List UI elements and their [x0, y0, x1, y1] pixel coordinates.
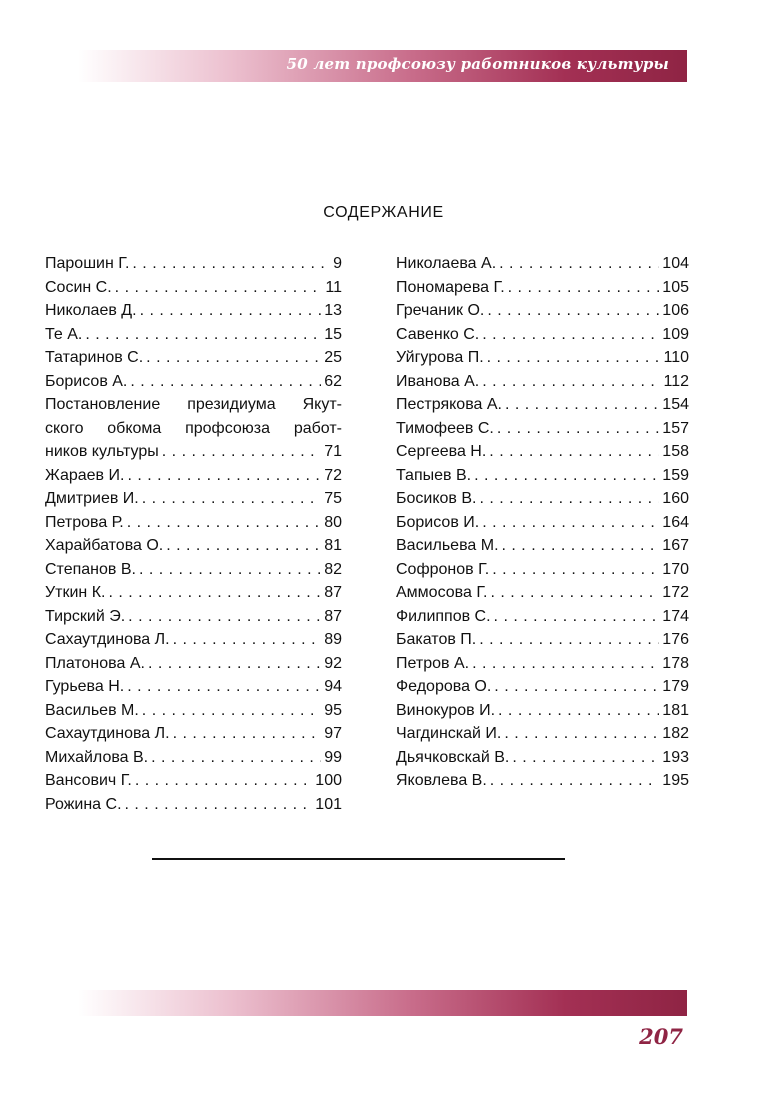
toc-entry-page: 181: [662, 701, 689, 719]
toc-entry-name: Татаринов С.: [45, 349, 144, 366]
toc-leader-dots: [148, 652, 321, 676]
toc-leader-dots: [472, 652, 659, 676]
toc-entry-name: Савенко С.: [396, 325, 480, 343]
toc-entry-name: Рожина С.: [45, 795, 122, 813]
toc-entry: [45, 558, 342, 582]
toc-entry-name: Федорова О.: [396, 678, 492, 695]
toc-entry-name: Бакатов П.: [396, 631, 477, 648]
toc-entry-name: Степанов В.: [45, 560, 136, 578]
toc-entry-page: 164: [662, 513, 689, 531]
toc-entry-name: Парошин Г.: [45, 255, 130, 272]
toc-leader-dots: [492, 558, 659, 582]
toc-entry-page: 11: [325, 278, 342, 296]
toc-entry-page: 109: [662, 325, 689, 343]
toc-column-left: [45, 252, 342, 816]
toc-entry-page: 100: [315, 772, 342, 789]
toc-entry-name: Софронов Г.: [396, 560, 490, 578]
toc-leader-dots: [125, 793, 313, 817]
toc-entry-name: Иванова А.: [396, 372, 480, 390]
toc-entry: [45, 675, 342, 699]
toc-entry-page: 89: [324, 631, 342, 648]
toc-entry-name: Филиппов С.: [396, 607, 491, 625]
toc-entry: [396, 534, 689, 558]
toc-entry: [396, 628, 689, 652]
toc-leader-dots: [487, 299, 659, 323]
toc-entry-name: Харайбатова О.: [45, 537, 164, 554]
toc-leader-dots: [482, 323, 659, 347]
toc-entry-name: Тирский Э.: [45, 607, 126, 625]
toc-leader-dots: [508, 276, 660, 300]
toc-leader-dots: [494, 675, 659, 699]
toc-entry-name: Босиков В.: [396, 490, 477, 507]
toc-entry-name: Михайлова В.: [45, 748, 149, 766]
toc-entry-name: Васильева М.: [396, 537, 499, 554]
toc-entry: [396, 464, 689, 488]
toc-entry-page: 82: [324, 560, 342, 578]
footer-band: [78, 990, 687, 1016]
toc-entry-name: ников культуры: [45, 443, 159, 460]
toc-entry-page: 101: [315, 795, 342, 813]
toc-entry-name: Пономарева Г.: [396, 278, 505, 296]
toc-entry: [45, 699, 342, 723]
toc-entry-name: Петров А.: [396, 654, 470, 672]
toc-entry-name: Сахаутдинова Л.: [45, 725, 170, 742]
toc-leader-dots: [162, 440, 321, 464]
toc-entry-page: 72: [324, 466, 342, 484]
toc-entry-page: 176: [662, 631, 689, 648]
toc-entry-page: 87: [324, 607, 342, 625]
toc-entry-page: 172: [662, 584, 689, 601]
toc-entry-page: 174: [662, 607, 689, 625]
toc-entry: [396, 487, 689, 511]
toc-leader-dots: [140, 299, 322, 323]
toc-entry-page: 195: [662, 772, 689, 789]
toc-entry-name: Борисов И.: [396, 513, 480, 531]
toc-entry-name: Винокуров И.: [396, 701, 496, 719]
toc-entry-name: Пестрякова А.: [396, 396, 502, 413]
toc-entry-page: 158: [662, 443, 689, 460]
toc-entry-page: 62: [324, 372, 342, 390]
toc-entry-page: 25: [324, 349, 342, 366]
toc-entry: [396, 581, 689, 605]
toc-leader-dots: [512, 746, 659, 770]
toc-entry-name: Платонова А.: [45, 654, 145, 672]
toc-leader-dots: [504, 722, 659, 746]
toc-entry-resolution: [45, 393, 342, 464]
toc-entry-line: ского обкома профсоюза работ-: [45, 419, 342, 437]
toc-leader-dots: [490, 769, 660, 793]
toc-leader-dots: [490, 581, 659, 605]
toc-entry-page: 87: [324, 584, 342, 601]
toc-entry-name: Васильев М.: [45, 701, 139, 719]
toc-entry-page: 81: [324, 537, 342, 554]
toc-leader-dots: [499, 252, 659, 276]
toc-leader-dots: [108, 581, 321, 605]
toc-entry: [45, 605, 342, 629]
toc-leader-dots: [479, 628, 659, 652]
running-header: 50 лет профсоюзу работников культуры: [286, 55, 669, 73]
toc-leader-dots: [505, 393, 659, 417]
toc-entry-page: 193: [662, 748, 689, 766]
toc-entry: [45, 299, 342, 323]
toc-entry: [45, 793, 342, 817]
toc-entry-name: Дьячковскай В.: [396, 748, 510, 766]
toc-entry: [396, 252, 689, 276]
toc-entry-name: Николаева А.: [396, 255, 497, 272]
toc-leader-dots: [135, 769, 312, 793]
toc-entry-name: Уткин К.: [45, 584, 106, 601]
toc-entry-name: Сергеева Н.: [396, 443, 487, 460]
toc-entry: [45, 581, 342, 605]
toc-entry-page: 182: [662, 725, 689, 742]
toc-leader-dots: [482, 370, 660, 394]
toc-leader-dots: [127, 511, 321, 535]
toc-entry-page: 179: [662, 678, 689, 695]
toc-entry: [396, 675, 689, 699]
toc-entry-name: Сахаутдинова Л.: [45, 631, 170, 648]
toc-entry-page: 178: [662, 654, 689, 672]
toc-entry-page: 105: [662, 278, 689, 296]
toc-entry-name: Гречаник О.: [396, 302, 485, 319]
toc-entry-page: 110: [663, 349, 689, 366]
toc-leader-dots: [479, 487, 659, 511]
toc-entry-name: Сосин С.: [45, 278, 112, 296]
toc-entry: [45, 370, 342, 394]
page-number: 207: [639, 1024, 683, 1049]
toc-entry: [396, 511, 689, 535]
toc-title: СОДЕРЖАНИЕ: [323, 204, 444, 221]
toc-entry: [396, 699, 689, 723]
toc-entry: [45, 652, 342, 676]
toc-entry: [396, 417, 689, 441]
toc-leader-dots: [142, 699, 321, 723]
toc-leader-dots: [115, 276, 323, 300]
toc-entry-name: Аммосова Г.: [396, 584, 488, 601]
toc-entry: [45, 346, 342, 370]
divider-line: [152, 858, 565, 860]
toc-entry: [396, 605, 689, 629]
toc-entry-page: 9: [333, 255, 342, 272]
toc-entry-page: 95: [324, 701, 342, 719]
toc-entry: [396, 722, 689, 746]
toc-leader-dots: [487, 346, 661, 370]
toc-entry: [396, 370, 689, 394]
toc-entry-page: 94: [324, 678, 342, 695]
toc-entry-page: 15: [324, 325, 342, 343]
toc-entry-page: 97: [324, 725, 342, 742]
toc-entry-page: 71: [324, 443, 342, 460]
toc-entry-name: Тапыев В.: [396, 466, 472, 484]
toc-entry-page: 75: [324, 490, 342, 507]
toc-entry-page: 167: [662, 537, 689, 554]
toc-entry-page: 170: [662, 560, 689, 578]
toc-leader-dots: [127, 675, 321, 699]
toc-leader-dots: [502, 534, 660, 558]
toc-entry-name: Чагдинскай И.: [396, 725, 502, 742]
toc-entry-name: Тимофеев С.: [396, 419, 494, 437]
toc-entry-name: Те А.: [45, 325, 83, 343]
toc-leader-dots: [489, 440, 659, 464]
toc-entry: [396, 346, 689, 370]
toc-entry-name: Жараев И.: [45, 466, 125, 484]
toc-entry: [396, 558, 689, 582]
toc-leader-dots: [497, 417, 659, 441]
toc-entry: [396, 652, 689, 676]
toc-column-right: [396, 252, 689, 793]
toc-entry-name: Николаев Д.: [45, 302, 137, 319]
toc-entry-line: Постановление президиума Якут-: [45, 396, 342, 413]
toc-entry: [45, 276, 342, 300]
toc-entry-name: Борисов А.: [45, 372, 128, 390]
toc-entry: [45, 464, 342, 488]
toc-entry-page: 106: [662, 302, 689, 319]
toc-leader-dots: [132, 252, 330, 276]
toc-entry-name: Петрова Р.: [45, 513, 124, 531]
toc-entry-page: 92: [324, 654, 342, 672]
toc-entry: [45, 511, 342, 535]
toc-list-right: [396, 252, 689, 793]
toc-entry-page: 159: [662, 466, 689, 484]
toc-entry: [45, 323, 342, 347]
toc-leader-dots: [474, 464, 659, 488]
toc-entry: [396, 393, 689, 417]
toc-entry-page: 104: [662, 255, 689, 272]
toc-entry: [396, 323, 689, 347]
toc-leader-dots: [85, 323, 321, 347]
toc-leader-dots: [142, 487, 321, 511]
toc-leader-dots: [166, 534, 321, 558]
toc-entry-page: 80: [324, 513, 342, 531]
toc-entry: [396, 440, 689, 464]
toc-entry: [45, 252, 342, 276]
toc-leader-dots: [151, 746, 321, 770]
toc-entry: [45, 746, 342, 770]
toc-entry-name: Гурьева Н.: [45, 678, 125, 695]
toc-entry: [396, 276, 689, 300]
toc-entry-page: 157: [662, 419, 689, 437]
toc-entry: [45, 487, 342, 511]
toc-entry-name: Вансович Г.: [45, 772, 132, 789]
toc-entry: [45, 628, 342, 652]
toc-leader-dots: [127, 464, 321, 488]
toc-list-left-top: [45, 252, 342, 393]
toc-entry-name: Дмитриев И.: [45, 490, 139, 507]
toc-entry: [45, 769, 342, 793]
toc-entry: [396, 769, 689, 793]
toc-entry-page: 112: [663, 372, 689, 390]
toc-entry: [45, 534, 342, 558]
toc-leader-dots: [173, 628, 322, 652]
toc-entry-page: 160: [662, 490, 689, 507]
toc-entry: [45, 722, 342, 746]
toc-entry-name: Яковлева В.: [396, 772, 487, 789]
toc-leader-dots: [139, 558, 321, 582]
toc-entry-page: 154: [662, 396, 689, 413]
toc-leader-dots: [173, 722, 322, 746]
toc-leader-dots: [146, 346, 321, 370]
toc-entry-page: 99: [324, 748, 342, 766]
toc-entry: [396, 746, 689, 770]
toc-entry-last-line: [45, 440, 342, 464]
header-band: [78, 50, 687, 82]
toc-leader-dots: [128, 605, 321, 629]
toc-entry-page: 13: [324, 302, 342, 319]
toc-leader-dots: [498, 699, 659, 723]
toc-entry: [396, 299, 689, 323]
toc-list-left-bottom: [45, 464, 342, 817]
toc-entry-name: Уйгурова П.: [396, 349, 484, 366]
toc-leader-dots: [482, 511, 659, 535]
toc-leader-dots: [494, 605, 660, 629]
toc-leader-dots: [130, 370, 321, 394]
